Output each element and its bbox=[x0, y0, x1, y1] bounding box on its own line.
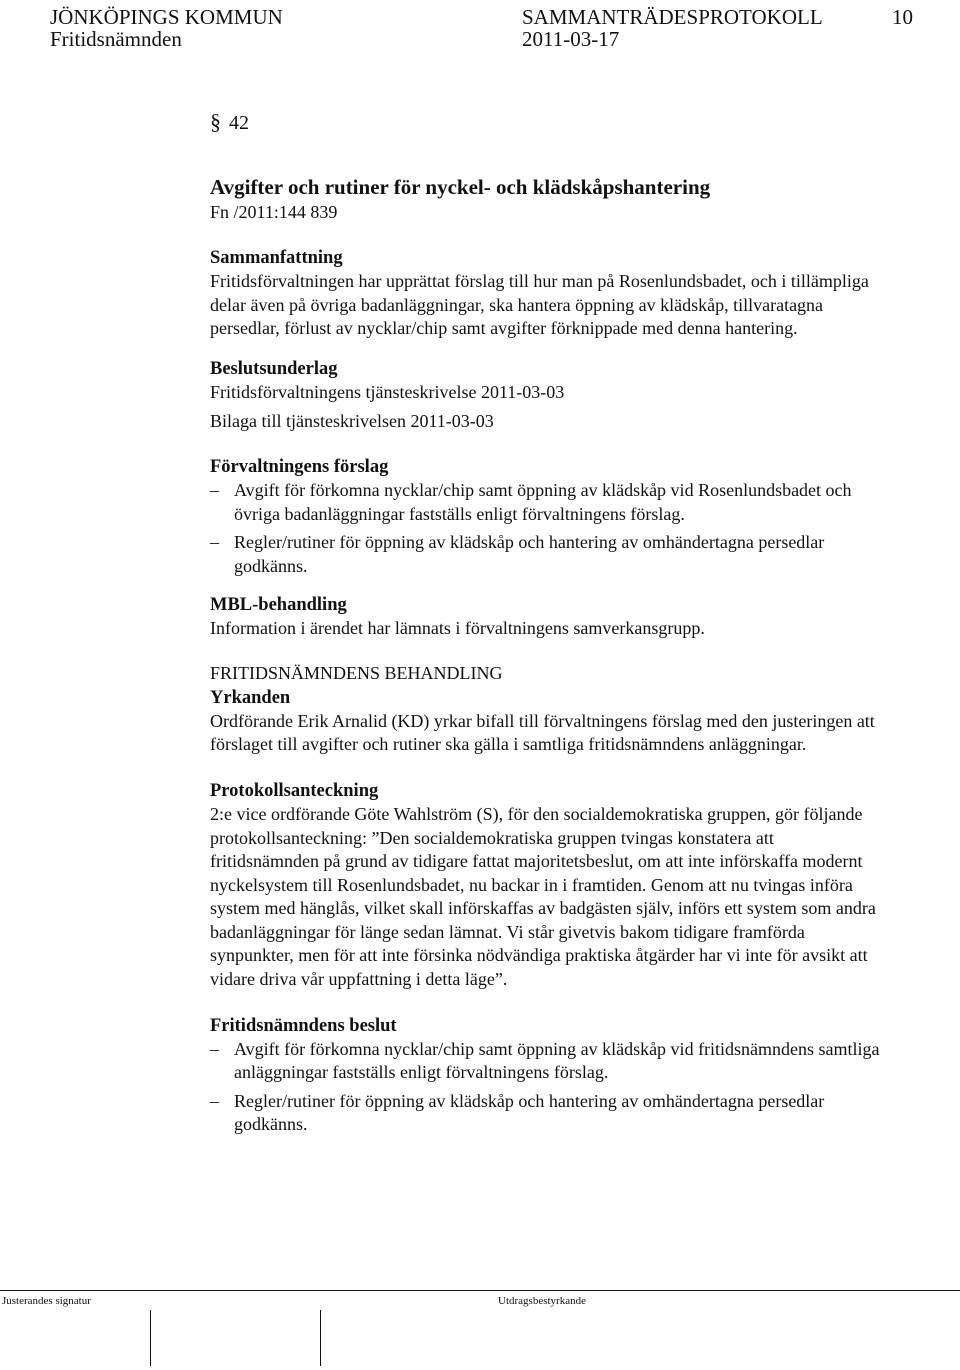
page-number: 10 bbox=[892, 5, 913, 29]
proposal-list bbox=[210, 479, 880, 578]
list-item: – Avgift för förkomna nycklar/chip samt öppning av klädskåp vid fritidsnämndens samtliga anläggningar fastställs enligt förvaltningens förslag. bbox=[210, 1038, 880, 1085]
signature-box-divider bbox=[320, 1310, 321, 1366]
section-title: Avgifter och rutiner för nyckel- och klädskåpshantering bbox=[210, 174, 711, 199]
list-item: – Regler/rutiner för öppning av klädskåp och hantering av omhändertagna persedlar godkänns. bbox=[210, 1090, 880, 1137]
meeting-date: 2011-03-17 bbox=[522, 27, 620, 51]
section-number bbox=[210, 110, 880, 136]
motions-text: Ordförande Erik Arnalid (KD) yrkar bifall till förvaltningens förslag med den justeringen att förslaget till avgifter och rutiner ska gälla i samtliga fritidsnämndens anläggningar. bbox=[210, 710, 875, 755]
decision-heading: Fritidsnämndens beslut bbox=[210, 1015, 397, 1036]
list-item: – Avgift för förkomna nycklar/chip samt öppning av klädskåp vid Rosenlundsbadet och övriga badanläggningar fastställs enligt förvaltningens förslag. bbox=[210, 479, 880, 526]
proposal-heading: Förvaltningens förslag bbox=[210, 457, 389, 478]
committee-name: Fritidsnämnden bbox=[50, 27, 182, 51]
protocol-note-section bbox=[210, 779, 880, 992]
decision-basis-item: Bilaga till tjänsteskrivelsen 2011-03-03 bbox=[210, 410, 494, 431]
decision-basis-section bbox=[210, 357, 880, 433]
certification-label: Utdragsbestyrkande bbox=[498, 1295, 586, 1307]
org-name: JÖNKÖPINGS KOMMUN bbox=[50, 5, 283, 29]
footer-divider bbox=[0, 1290, 960, 1291]
list-item: – Regler/rutiner för öppning av klädskåp och hantering av omhändertagna persedlar godkänns. bbox=[210, 531, 880, 578]
proposal-section bbox=[210, 455, 880, 578]
mbl-heading: MBL-behandling bbox=[210, 594, 347, 615]
motions-heading: Yrkanden bbox=[210, 687, 291, 708]
summary-section bbox=[210, 246, 880, 341]
decision-basis-item: Fritidsförvaltningens tjänsteskrivelse 2011-03-03 bbox=[210, 381, 565, 402]
mbl-text: Information i ärendet har lämnats i förvaltningens samverkansgrupp. bbox=[210, 617, 705, 638]
section-number-value: 42 bbox=[229, 112, 249, 134]
mbl-section bbox=[210, 593, 880, 641]
doc-type: SAMMANTRÄDESPROTOKOLL bbox=[522, 5, 823, 29]
decision-list bbox=[210, 1038, 880, 1137]
case-reference: Fn /2011:144 839 bbox=[210, 201, 338, 222]
summary-heading: Sammanfattning bbox=[210, 248, 343, 269]
treatment-heading: FRITIDSNÄMNDENS BEHANDLING bbox=[210, 663, 503, 684]
decision-section bbox=[210, 1014, 880, 1137]
summary-text: Fritidsförvaltningen har upprättat förslag till hur man på Rosenlundsbadet, och i tillämpliga delar även på övriga badanläggningar, ska hantera öppning av klädskåp, tillvaratagna persedlar, förlust av nycklar/chip samt avgifter förknippade med denna hantering. bbox=[210, 271, 869, 339]
decision-basis-heading: Beslutsunderlag bbox=[210, 358, 338, 379]
section-symbol: § bbox=[210, 109, 221, 134]
document-body bbox=[210, 110, 880, 1142]
treatment-section bbox=[210, 662, 880, 757]
signature-label: Justerandes signatur bbox=[2, 1295, 91, 1307]
protocol-note-text: 2:e vice ordförande Göte Wahlström (S), för den socialdemokratiska gruppen, gör följande protokollsanteckning: ”Den socialdemokratiska gruppen tvingas konstatera att fritidsnämnden på grund av tidigare fattat majoritetsbeslut, om att inte införskaffa modernt nyckelsystem till Rosenlundsbadet, nu backar in i framtiden. Genom att nu tvingas införa system med hänglås, vilket skall införskaffas av badgästen själv, införs ett system som andra badanläggningar för länge sedan lämnat. Vi står givetvis bakom tidigare framförda synpunkter, men för att inte försinka nödvändiga praktiska åtgärder har vi inte för avsikt att vidare driva vår uppfattning i detta läge”. bbox=[210, 803, 876, 990]
signature-box-divider bbox=[150, 1310, 151, 1366]
protocol-note-heading: Protokollsanteckning bbox=[210, 780, 379, 801]
